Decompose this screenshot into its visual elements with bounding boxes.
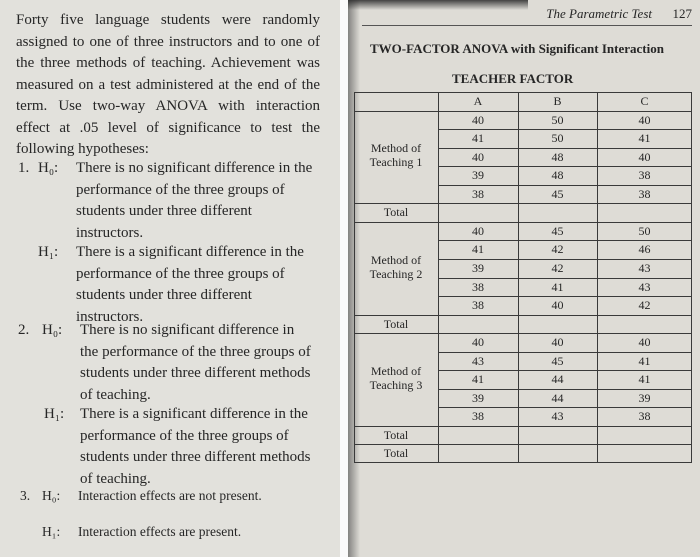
table-cell: 46 xyxy=(638,242,651,256)
hypothesis-text: Interaction effects are not present. xyxy=(78,488,262,503)
column-header: C xyxy=(640,94,649,108)
table-cell: 40 xyxy=(638,150,651,164)
table-cell: 50 xyxy=(551,113,564,127)
table-cell: 39 xyxy=(472,168,484,182)
hypothesis-text: There is no significant difference in the performance of the three groups of students under three different instructors. xyxy=(76,160,313,241)
table-cell: 42 xyxy=(551,261,564,275)
hypothesis-number: 1. xyxy=(18,160,30,176)
table-cell: 41 xyxy=(472,372,484,386)
problem-statement: Forty five language students were randomly assigned to one of three instructors and to one of the three methods of teaching. Achievement was measured on a test administered at the end of the term. Use two-way ANOVA with interaction effect at .05 level of significance to test the following hypotheses: xyxy=(16,12,320,157)
table-cell: 42 xyxy=(638,298,651,312)
grand-total-label: Total xyxy=(383,446,409,460)
method-label xyxy=(354,364,438,392)
table-cell: 42 xyxy=(551,242,564,256)
table-cell: 44 xyxy=(551,372,564,386)
factor-title: TEACHER FACTOR xyxy=(452,71,574,86)
left-page xyxy=(0,0,340,557)
table-cell: 39 xyxy=(638,391,651,405)
table-cell: 41 xyxy=(472,131,484,145)
page-number: 127 xyxy=(672,6,692,21)
table-cell: 38 xyxy=(472,280,484,294)
table-cell: 48 xyxy=(551,168,564,182)
hypothesis-2-null xyxy=(18,320,318,403)
hypothesis-1-null xyxy=(18,158,318,241)
table-cell: 40 xyxy=(551,335,564,349)
table-cell: 38 xyxy=(472,409,484,423)
table-cell: 40 xyxy=(472,150,484,164)
table-cell: 40 xyxy=(638,113,651,127)
table-cell: 48 xyxy=(551,150,564,164)
total-label: Total xyxy=(383,317,409,331)
hypothesis-text: There is a significant difference in the performance of the three groups of students under three different methods of teaching. xyxy=(80,406,311,487)
method-label-line2: Teaching 1 xyxy=(369,155,423,169)
hypothesis-number: 2. xyxy=(18,322,30,338)
table-cell: 44 xyxy=(551,391,564,405)
hypothesis-number: 3. xyxy=(20,488,31,503)
method-label xyxy=(354,141,438,169)
null-symbol: H₀: xyxy=(42,488,61,503)
table-cell: 50 xyxy=(551,131,564,145)
table-cell: 41 xyxy=(638,131,651,145)
table-cell: 39 xyxy=(472,391,484,405)
hypothesis-3-null xyxy=(20,486,320,508)
total-label: Total xyxy=(383,205,409,219)
column-header: A xyxy=(473,94,483,108)
table-cell: 39 xyxy=(472,261,484,275)
method-label-line2: Teaching 3 xyxy=(369,377,423,392)
method-label-line2: Teaching 2 xyxy=(369,266,423,281)
column-header: B xyxy=(553,94,562,108)
table-cell: 40 xyxy=(472,335,484,349)
table-cell: 38 xyxy=(638,168,651,182)
right-page xyxy=(348,0,700,557)
header-rule xyxy=(362,25,692,26)
table-cell: 45 xyxy=(551,224,564,238)
table-cell: 40 xyxy=(472,224,484,238)
table-cell: 43 xyxy=(551,409,564,423)
table-cell: 41 xyxy=(472,242,484,256)
alt-symbol: H₁: xyxy=(42,524,61,539)
running-header: The Parametric Test xyxy=(546,6,652,21)
anova-table xyxy=(354,92,692,463)
page-gutter xyxy=(340,0,348,557)
table-cell: 40 xyxy=(638,335,651,349)
table-cell: 45 xyxy=(551,354,564,368)
alt-symbol: H₁: xyxy=(38,244,59,260)
alt-symbol: H₁: xyxy=(44,406,65,422)
table-cell: 38 xyxy=(638,409,651,423)
table-cell: 41 xyxy=(638,372,651,386)
hypothesis-text: There is no significant difference in the performance of the three groups of students under three different methods of teaching. xyxy=(80,322,311,403)
null-symbol: H₀: xyxy=(38,160,59,176)
table-title: TWO-FACTOR ANOVA with Significant Interaction xyxy=(370,41,664,56)
table-cell: 38 xyxy=(472,298,484,312)
method-label-line1: Method of xyxy=(370,363,422,378)
hypothesis-3-alt xyxy=(20,522,320,544)
method-label-line1: Method of xyxy=(370,141,422,155)
table-cell: 43 xyxy=(638,280,651,294)
method-label xyxy=(354,253,438,281)
hypothesis-text: There is a significant difference in the performance of the three groups of students under three different instructors. xyxy=(76,244,304,325)
table-cell: 50 xyxy=(638,224,651,238)
total-label: Total xyxy=(383,428,409,442)
scan-shadow xyxy=(348,0,528,10)
method-label-line1: Method of xyxy=(370,252,422,267)
hypothesis-1-alt xyxy=(18,242,318,325)
table-cell: 45 xyxy=(551,187,564,201)
hypothesis-2-alt xyxy=(18,404,318,487)
table-cell: 43 xyxy=(472,354,484,368)
table-cell: 43 xyxy=(638,261,651,275)
table-cell: 38 xyxy=(472,187,484,201)
null-symbol: H₀: xyxy=(42,322,63,338)
table-cell: 40 xyxy=(551,298,564,312)
table-cell: 40 xyxy=(472,113,484,127)
hypothesis-text: Interaction effects are present. xyxy=(78,524,242,539)
table-cell: 38 xyxy=(638,187,651,201)
table-cell: 41 xyxy=(638,354,651,368)
table-cell: 41 xyxy=(551,280,564,294)
